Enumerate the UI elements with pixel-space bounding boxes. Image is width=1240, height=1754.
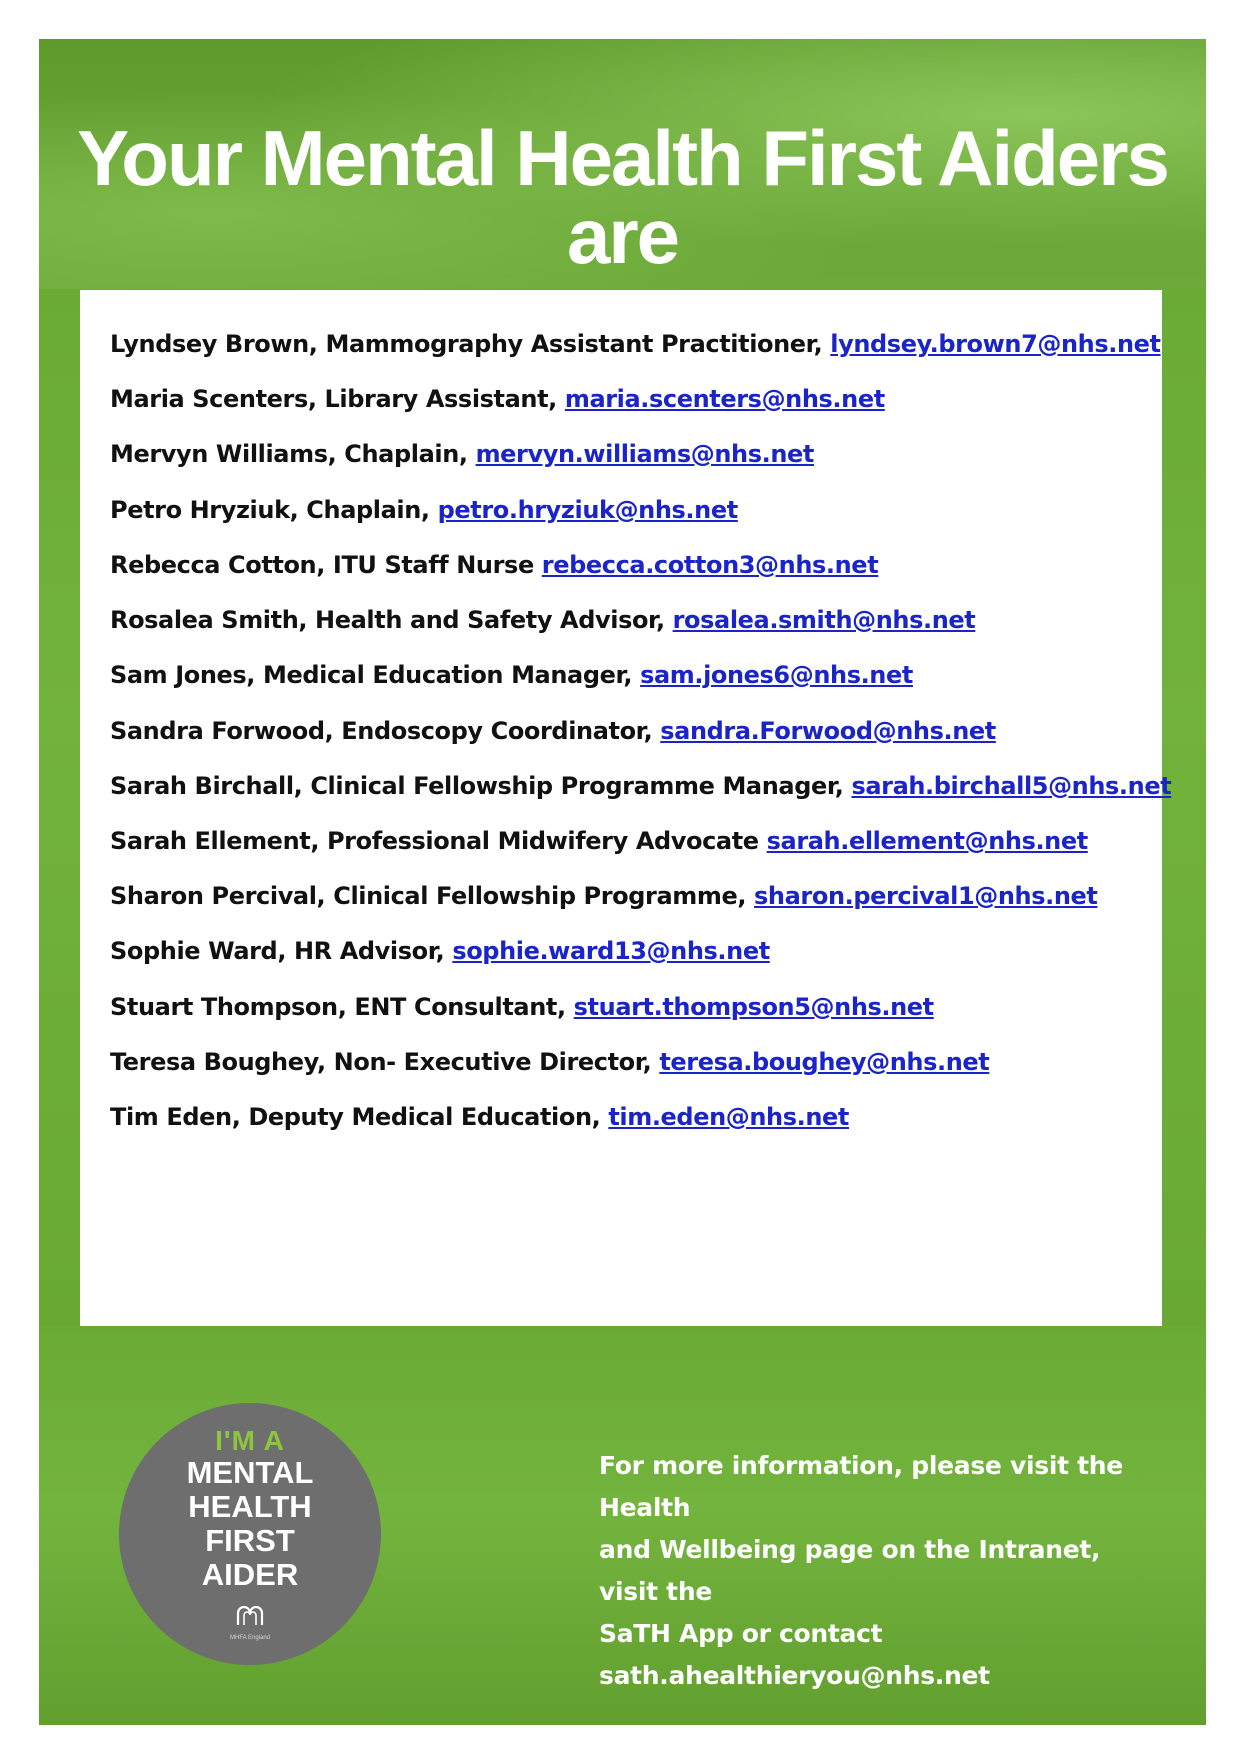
list-item [110, 655, 913, 695]
header-banner [39, 39, 1206, 289]
email-link[interactable]: rosalea.smith@nhs.net [672, 606, 976, 634]
entry-text: Sharon Percival, Clinical Fellowship Programme, [110, 882, 755, 910]
list-item [110, 1097, 849, 1137]
entry-text: Mervyn Williams, Chaplain, [110, 440, 476, 468]
entry-text: Sarah Ellement, Professional Midwifery Advocate [110, 827, 767, 855]
email-link[interactable]: sophie.ward13@nhs.net [452, 937, 770, 965]
entry-text: Sophie Ward, HR Advisor, [110, 937, 453, 965]
badge-line-5: AIDER [201, 1557, 299, 1592]
email-link[interactable]: rebecca.cotton3@nhs.net [541, 551, 879, 579]
badge-line-1: I'M A [215, 1425, 285, 1456]
list-item [110, 766, 1171, 806]
list-item [110, 600, 975, 640]
info-email: sath.ahealthieryou@nhs.net [599, 1661, 990, 1690]
mhfa-badge [119, 1403, 381, 1665]
info-line-1: For more information, please visit the Health [599, 1451, 1123, 1522]
entry-text: Sandra Forwood, Endoscopy Coordinator, [110, 717, 661, 745]
mhfa-logo-icon [230, 1603, 270, 1627]
entry-text: Sam Jones, Medical Education Manager, [110, 661, 641, 689]
entry-text: Sarah Birchall, Clinical Fellowship Programme Manager, [110, 772, 852, 800]
info-text [599, 1445, 1159, 1697]
entry-text: Teresa Boughey, Non- Executive Director, [110, 1048, 660, 1076]
badge-line-3: HEALTH [188, 1489, 312, 1524]
badge-line-4: FIRST [205, 1523, 295, 1558]
email-link[interactable]: mervyn.williams@nhs.net [475, 440, 814, 468]
list-item [110, 1042, 989, 1082]
list-item [110, 324, 1161, 364]
entry-text: Rosalea Smith, Health and Safety Advisor, [110, 606, 673, 634]
email-link[interactable]: sarah.birchall5@nhs.net [851, 772, 1172, 800]
entry-text: Rebecca Cotton, ITU Staff Nurse [110, 551, 542, 579]
poster [39, 39, 1206, 1725]
email-link[interactable]: teresa.boughey@nhs.net [659, 1048, 990, 1076]
entry-text: Tim Eden, Deputy Medical Education, [110, 1103, 609, 1131]
list-item [110, 821, 1088, 861]
badge-line-2: MENTAL [186, 1455, 314, 1490]
first-aiders-list [80, 290, 1172, 1326]
entry-text: Lyndsey Brown, Mammography Assistant Practitioner, [110, 330, 831, 358]
email-link[interactable]: sharon.percival1@nhs.net [754, 882, 1098, 910]
list-item [110, 711, 996, 751]
email-link[interactable]: sandra.Forwood@nhs.net [660, 717, 996, 745]
list-item [110, 987, 934, 1027]
page-title: Your Mental Health First Aiders are [77, 114, 1168, 280]
list-item [110, 490, 738, 530]
entry-text: Maria Scenters, Library Assistant, [110, 385, 565, 413]
email-link[interactable]: sam.jones6@nhs.net [640, 661, 913, 689]
entry-text: Stuart Thompson, ENT Consultant, [110, 993, 574, 1021]
email-link[interactable]: tim.eden@nhs.net [608, 1103, 849, 1131]
list-item [110, 545, 878, 585]
badge-small-text: MHFA England [229, 1635, 271, 1641]
email-link[interactable]: petro.hryziuk@nhs.net [437, 496, 738, 524]
info-line-2: and Wellbeing page on the Intranet, visit the [599, 1535, 1101, 1606]
list-item [110, 379, 885, 419]
entry-text: Petro Hryziuk, Chaplain, [110, 496, 438, 524]
email-link[interactable]: lyndsey.brown7@nhs.net [830, 330, 1161, 358]
footer-banner [39, 1327, 1206, 1725]
email-link[interactable]: stuart.thompson5@nhs.net [573, 993, 934, 1021]
email-link[interactable]: sarah.ellement@nhs.net [766, 827, 1088, 855]
list-item [110, 931, 770, 971]
info-line-3: SaTH App or contact [599, 1619, 883, 1648]
email-link[interactable]: maria.scenters@nhs.net [564, 385, 885, 413]
list-item [110, 876, 1097, 916]
list-item [110, 434, 814, 474]
